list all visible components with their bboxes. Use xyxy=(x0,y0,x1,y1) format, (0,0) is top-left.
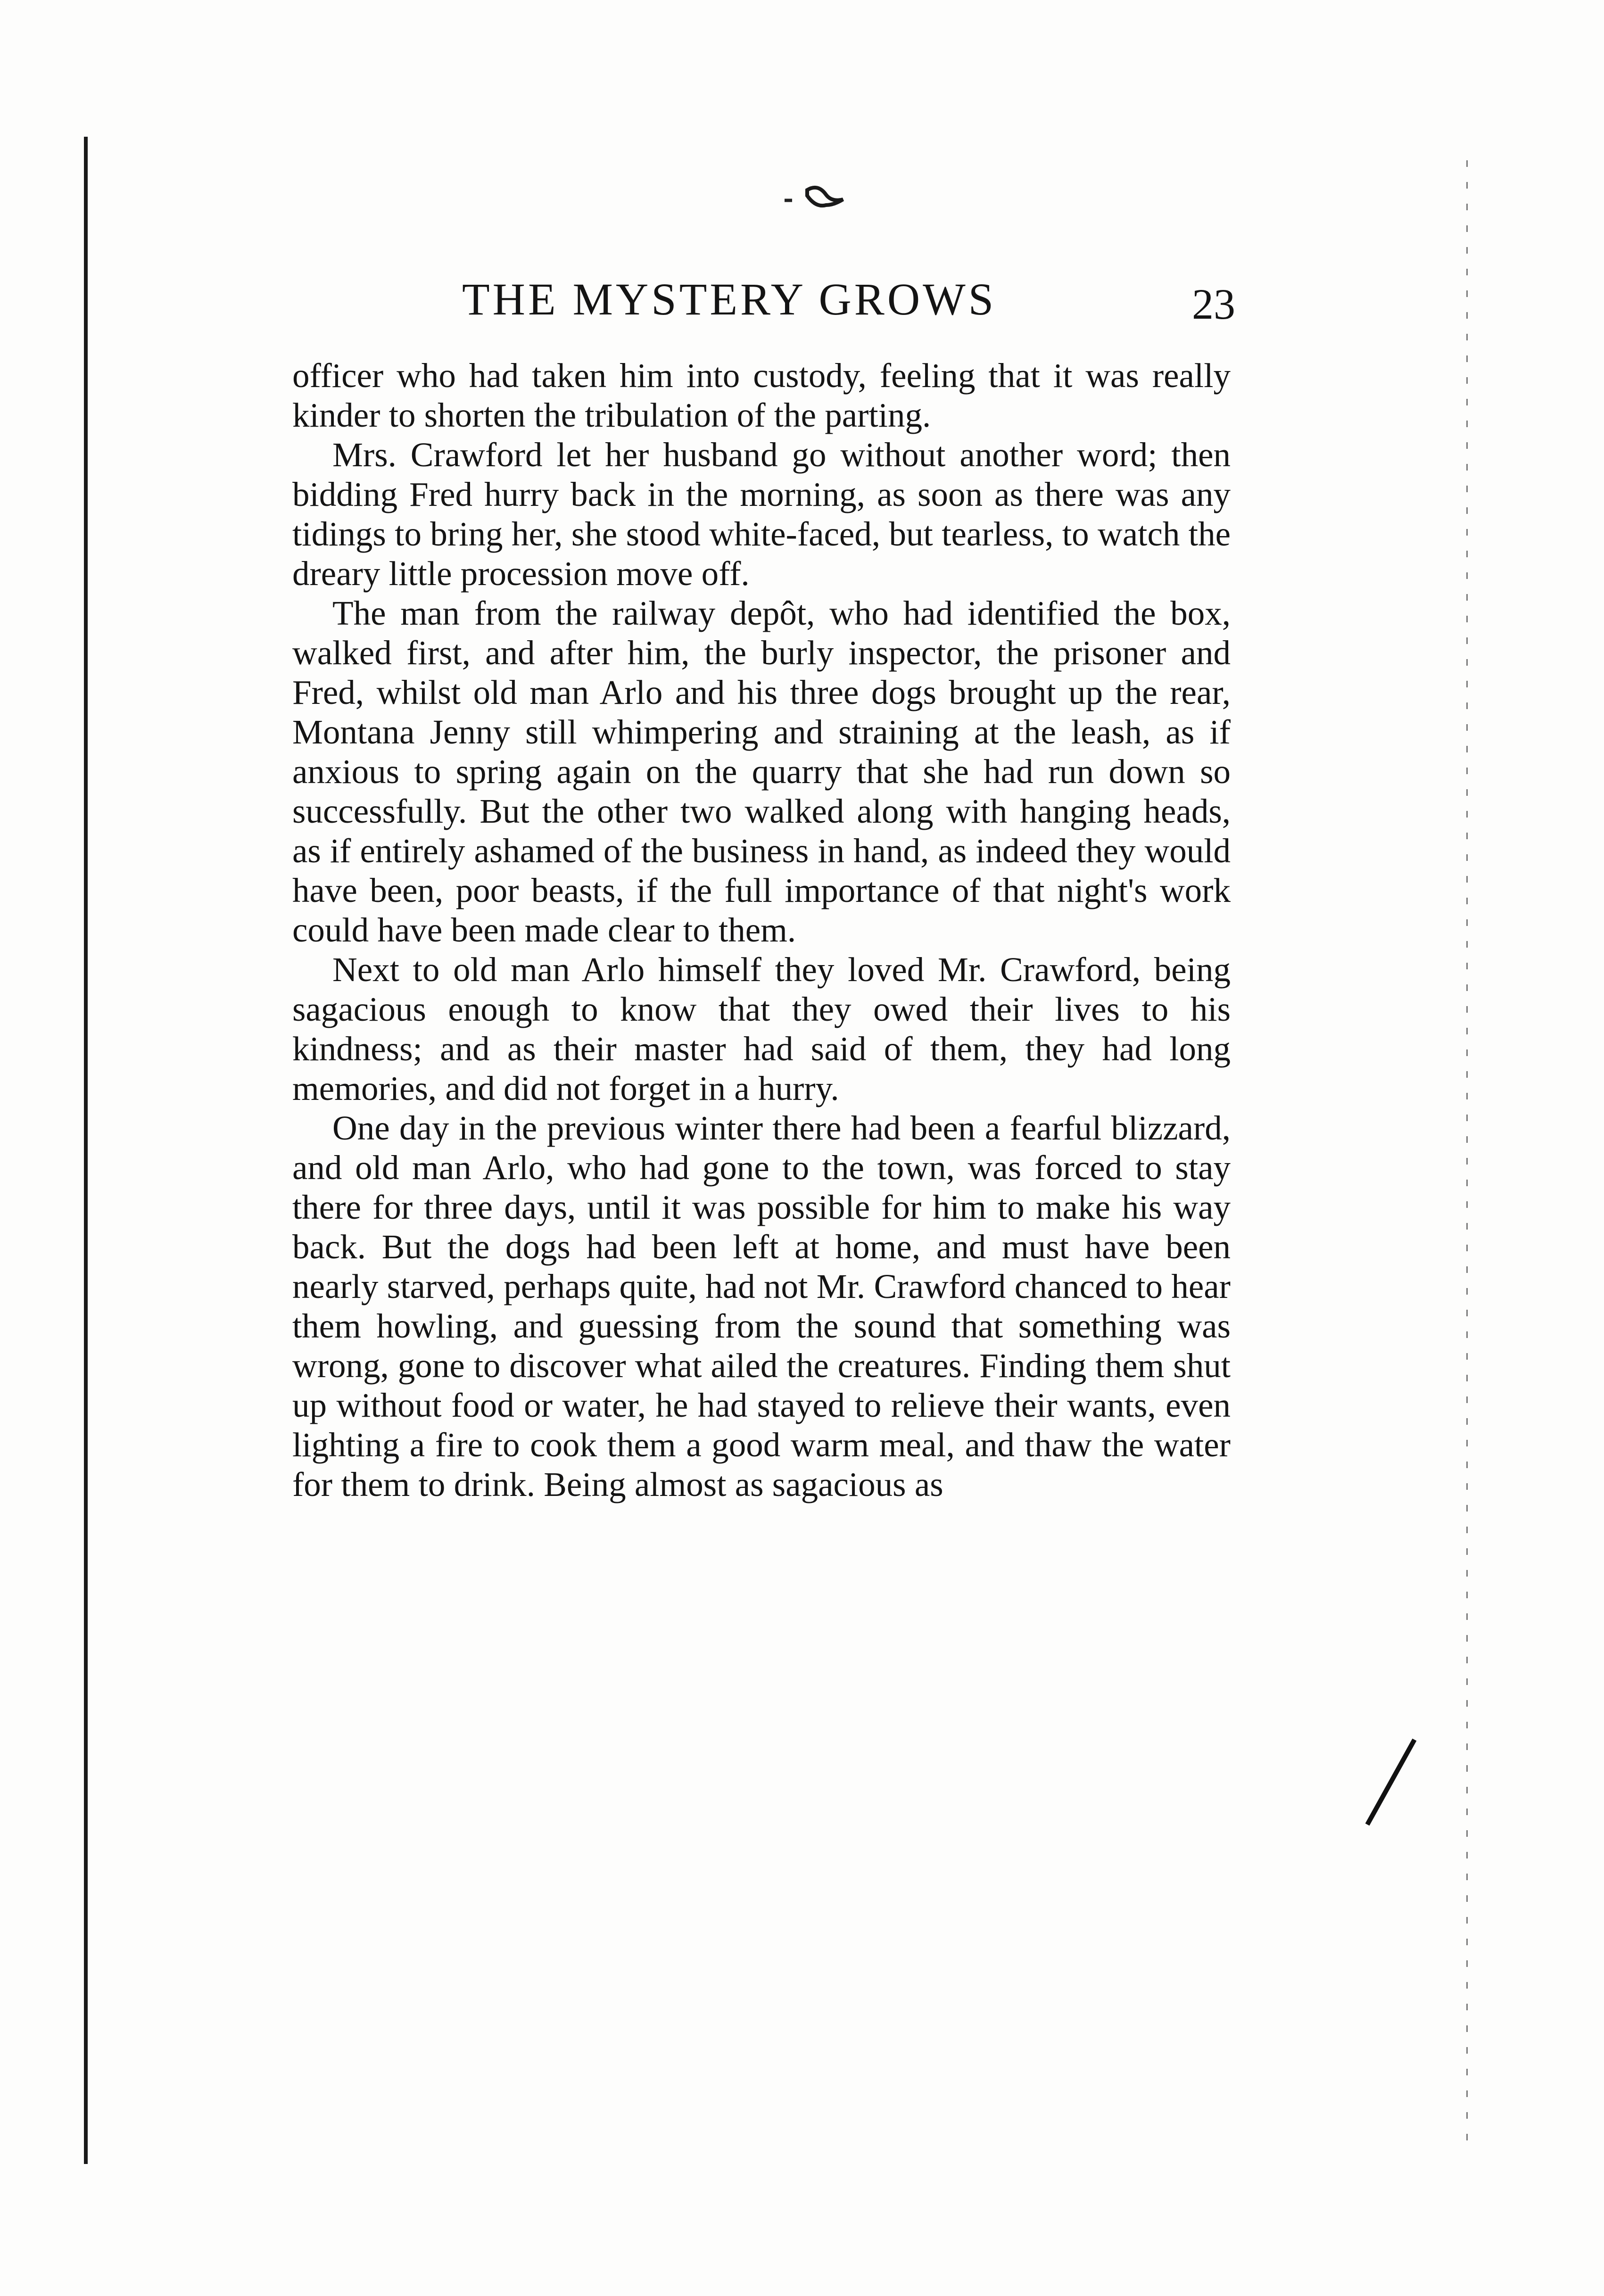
chapter-title: THE MYSTERY GROWS xyxy=(462,274,997,324)
paragraph: The man from the railway depôt, who had identified the box, walked first, and after him, the burly inspector, the prisoner and Fred, whilst old man Arlo and his three dogs brought up the rear, Montana Jenny still whimpering and straining at the leash, as if anxious to spring again on the quarry that she had run down so successfully. But the other two walked along with hanging heads, as if entirely ashamed of the business in hand, as indeed they would have been, poor beasts, if the full importance of that night's work could have been made clear to them. xyxy=(292,594,1231,949)
running-head xyxy=(283,271,1235,328)
paragraph: Mrs. Crawford let her husband go without another word; then bidding Fred hurry back in the morning, as soon as there was any tidings to bring her, she stood white-faced, but tearless, to watch the dreary little procession move off. xyxy=(292,436,1231,593)
printer-ornament-icon xyxy=(783,182,849,215)
paragraph: Next to old man Arlo himself they loved Mr. Crawford, being sagacious enough to know that they owed their lives to his kindness; and as their master had said of them, they had long memories, and did not forget in a hurry. xyxy=(292,950,1231,1107)
body-text xyxy=(292,356,1231,1504)
stray-pen-mark xyxy=(1353,1735,1429,1829)
scan-edge-left xyxy=(84,137,88,2164)
paragraph: One day in the previous winter there had been a fearful blizzard, and old man Arlo, who had gone to the town, was forced to stay there for three days, until it was possible for him to make his way back. But the dogs had been left at home, and must have been nearly starved, perhaps quite, had not Mr. Crawford chanced to hear them howling, and guessing from the sound that something was wrong, gone to discover what ailed the creatures. Finding them shut up without food or water, he had stayed to relieve their wants, even lighting a fire to cook them a good warm meal, and thaw the water for them to drink. Being almost as sagacious as xyxy=(292,1109,1231,1503)
scan-edge-right xyxy=(1466,160,1468,2140)
page-number: 23 xyxy=(1192,280,1235,328)
paragraph: officer who had taken him into custody, feeling that it was really kinder to shorten the tribulation of the parting. xyxy=(292,356,1231,434)
